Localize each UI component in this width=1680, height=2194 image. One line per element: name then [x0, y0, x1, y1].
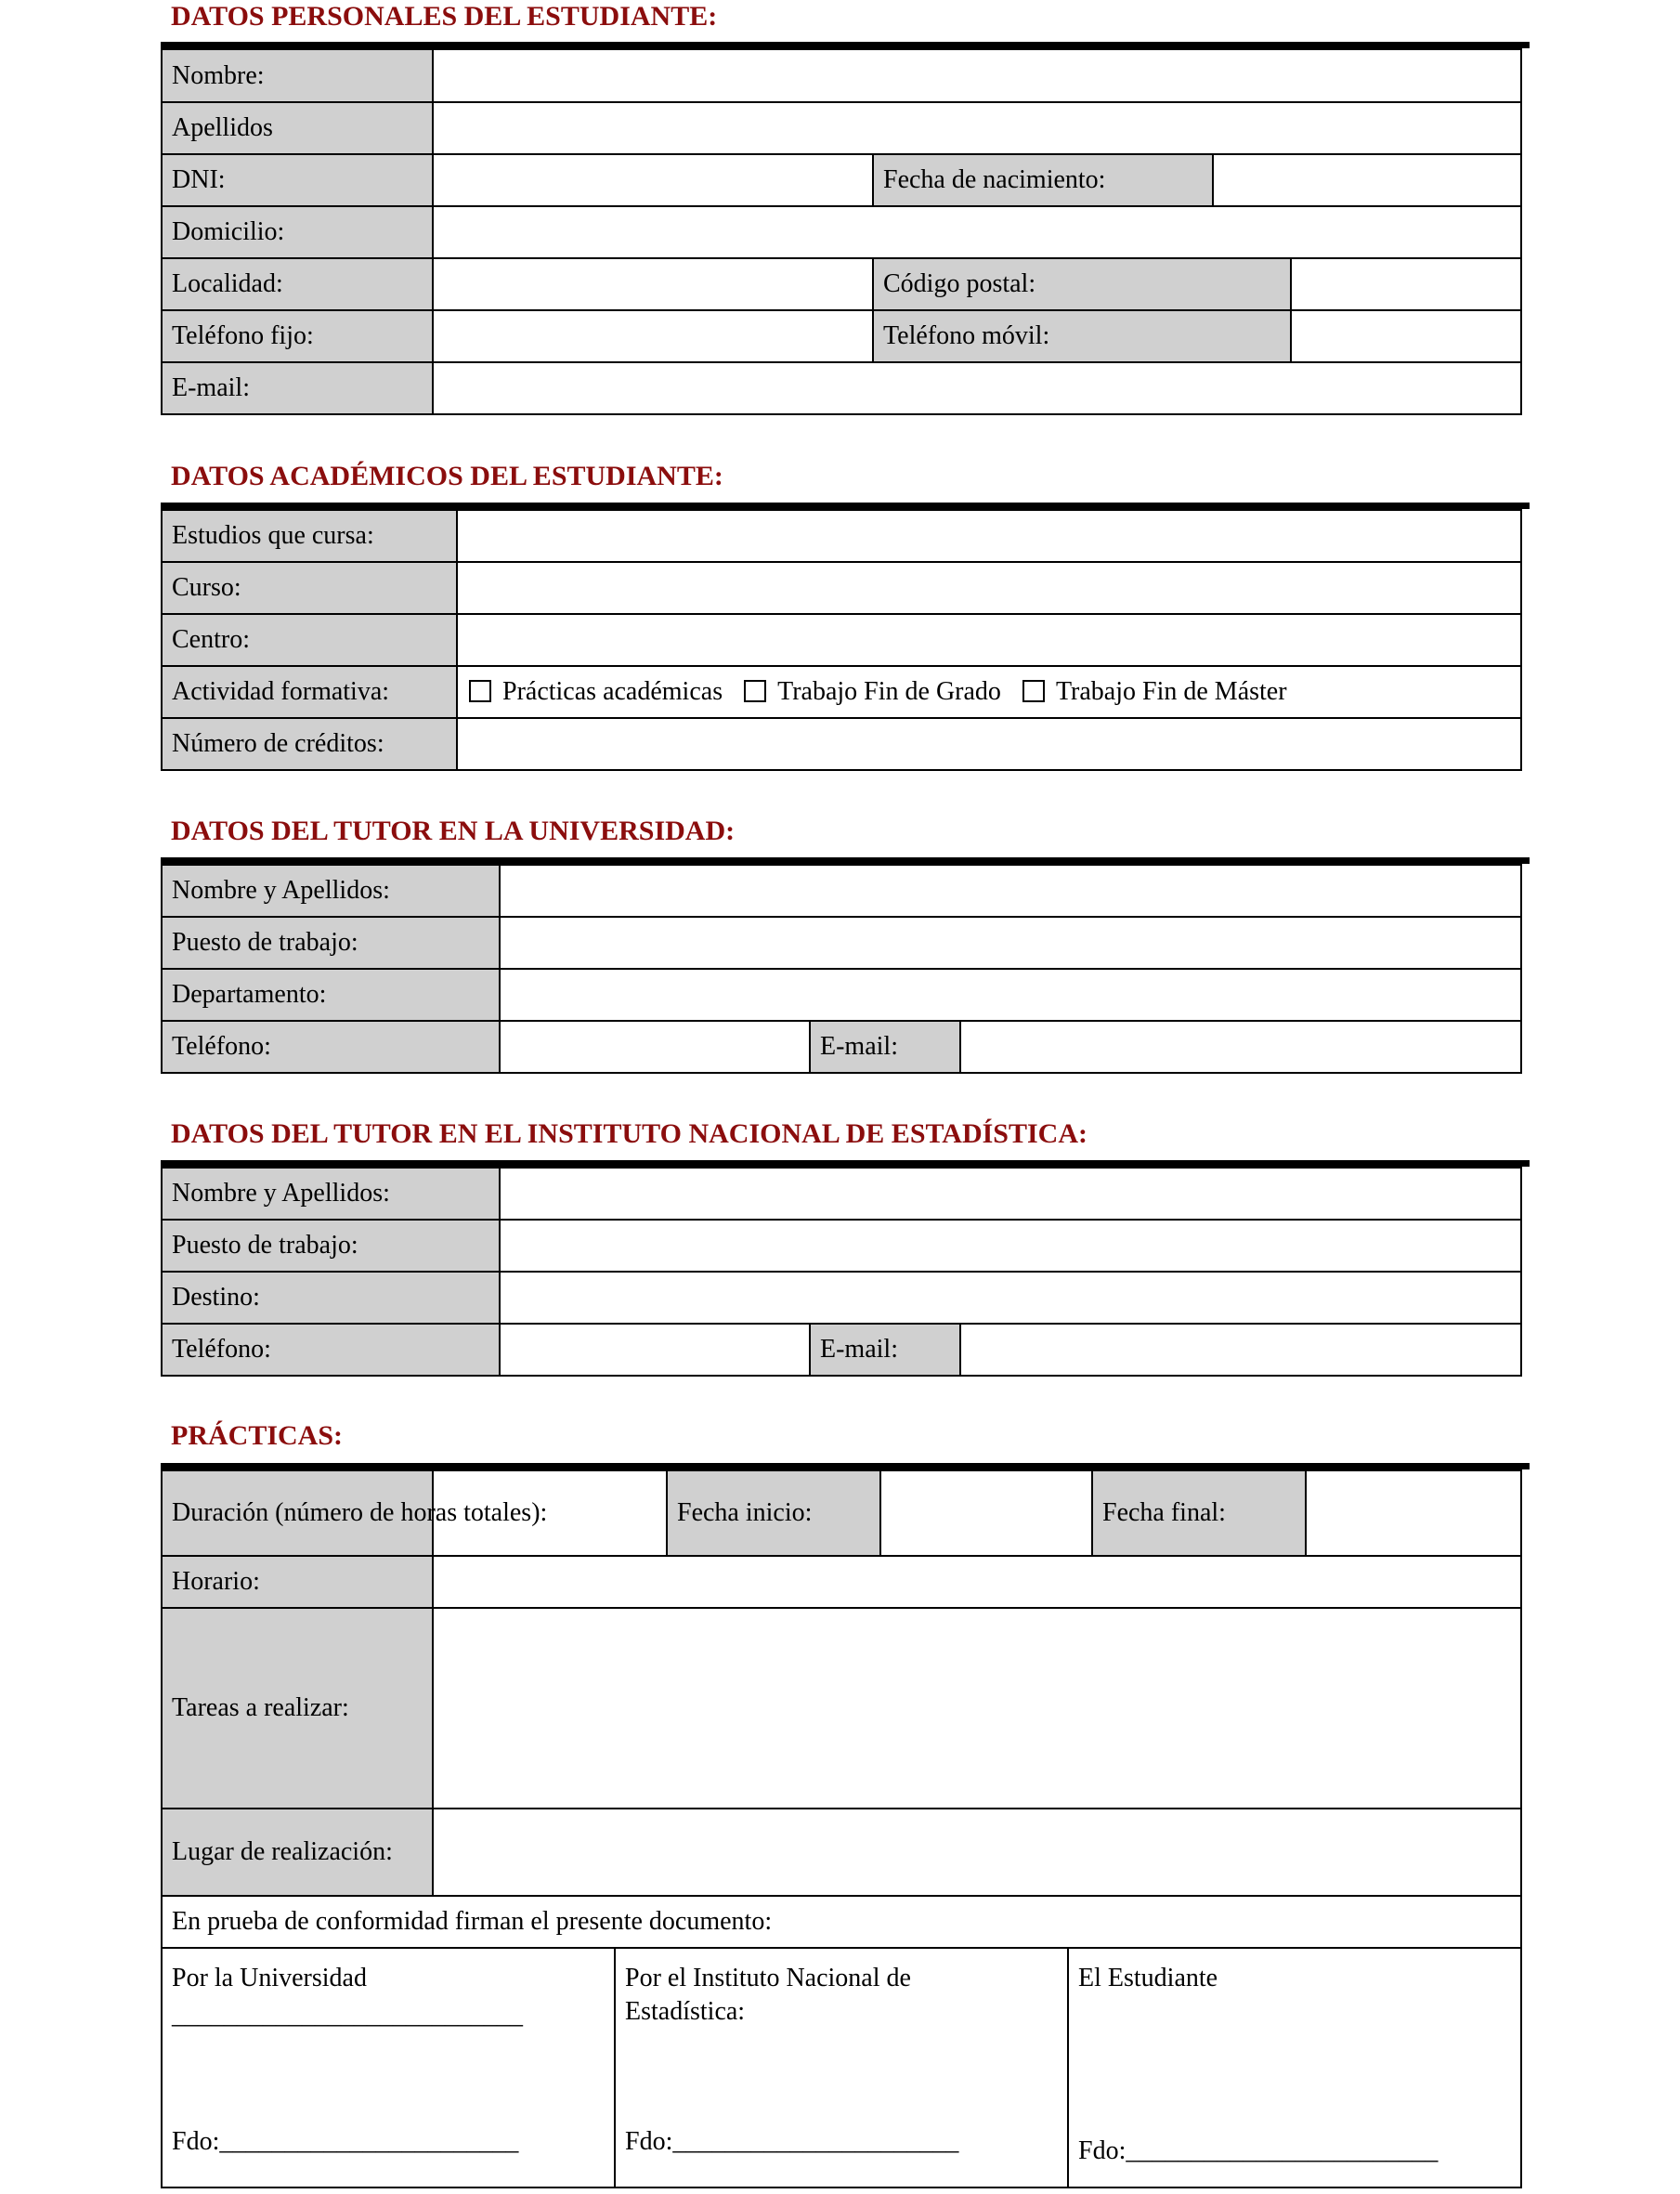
input-tutor-uni-puesto[interactable] [500, 917, 1521, 969]
signature-universidad-fdo: Fdo:_______________________ [172, 2127, 519, 2156]
input-domicilio[interactable] [433, 206, 1521, 258]
label-tutor-uni-nombre: Nombre y Apellidos: [162, 865, 500, 917]
input-telefono-fijo[interactable] [433, 310, 873, 362]
input-tareas[interactable] [433, 1608, 1521, 1809]
section-title-tutor-ine: DATOS DEL TUTOR EN EL INSTITUTO NACIONAL DE ESTADÍSTICA: [171, 1118, 1087, 1149]
checkbox-tfg[interactable] [744, 680, 766, 702]
personal-data-table [161, 48, 1522, 415]
signature-universidad-label: Por la Universidad [172, 1964, 367, 1992]
input-tutor-uni-email[interactable] [960, 1021, 1521, 1073]
input-tutor-ine-puesto[interactable] [500, 1220, 1521, 1272]
label-domicilio: Domicilio: [162, 206, 433, 258]
label-creditos: Número de créditos: [162, 718, 457, 770]
section-rule [161, 1463, 1530, 1469]
signature-ine-fdo: Fdo:______________________ [625, 2127, 959, 2156]
section-title-tutor-uni: DATOS DEL TUTOR EN LA UNIVERSIDAD: [171, 816, 736, 846]
input-centro[interactable] [457, 614, 1521, 666]
label-lugar: Lugar de realización: [162, 1809, 433, 1896]
section-rule [161, 1160, 1530, 1167]
label-tutor-ine-email: E-mail: [810, 1324, 960, 1376]
label-telefono-fijo: Teléfono fijo: [162, 310, 433, 362]
conformidad-text: En prueba de conformidad firman el presente documento: [162, 1896, 1521, 1948]
section-title-practicas: PRÁCTICAS: [171, 1420, 344, 1451]
input-dni[interactable] [433, 154, 873, 206]
input-curso[interactable] [457, 562, 1521, 614]
label-tutor-uni-departamento: Departamento: [162, 969, 500, 1021]
input-tutor-uni-nombre[interactable] [500, 865, 1521, 917]
label-dni: DNI: [162, 154, 433, 206]
actividad-options [457, 666, 1521, 718]
signature-universidad-line: ___________________________ [172, 2001, 523, 2030]
input-telefono-movil[interactable] [1291, 310, 1521, 362]
input-estudios[interactable] [457, 510, 1521, 562]
label-actividad: Actividad formativa: [162, 666, 457, 718]
signatures-table [161, 1895, 1522, 2188]
input-creditos[interactable] [457, 718, 1521, 770]
label-tutor-ine-destino: Destino: [162, 1272, 500, 1324]
label-tutor-ine-puesto: Puesto de trabajo: [162, 1220, 500, 1272]
signature-box-ine[interactable] [615, 1948, 1068, 2187]
label-localidad: Localidad: [162, 258, 433, 310]
academic-data-table [161, 509, 1522, 771]
label-estudios: Estudios que cursa: [162, 510, 457, 562]
section-title-personal: DATOS PERSONALES DEL ESTUDIANTE: [171, 1, 718, 32]
label-tareas: Tareas a realizar: [162, 1608, 433, 1809]
label-telefono-movil: Teléfono móvil: [873, 310, 1291, 362]
label-codigo-postal: Código postal: [873, 258, 1291, 310]
label-apellidos: Apellidos [162, 102, 433, 154]
input-tutor-ine-nombre[interactable] [500, 1168, 1521, 1220]
label-centro: Centro: [162, 614, 457, 666]
input-fecha-final[interactable] [1306, 1470, 1521, 1556]
input-tutor-uni-telefono[interactable] [500, 1021, 810, 1073]
option-tfg-label: Trabajo Fin de Grado [777, 677, 1001, 706]
input-email[interactable] [433, 362, 1521, 414]
label-tutor-ine-nombre: Nombre y Apellidos: [162, 1168, 500, 1220]
label-email: E-mail: [162, 362, 433, 414]
label-tutor-uni-telefono: Teléfono: [162, 1021, 500, 1073]
input-tutor-ine-email[interactable] [960, 1324, 1521, 1376]
label-tutor-ine-telefono: Teléfono: [162, 1324, 500, 1376]
input-apellidos[interactable] [433, 102, 1521, 154]
section-rule [161, 503, 1530, 509]
input-fecha-inicio[interactable] [880, 1470, 1092, 1556]
section-rule [161, 42, 1530, 48]
label-nombre: Nombre: [162, 49, 433, 102]
signature-estudiante-label: El Estudiante [1078, 1964, 1218, 1992]
signature-box-universidad[interactable] [162, 1948, 615, 2187]
input-codigo-postal[interactable] [1291, 258, 1521, 310]
label-tutor-uni-puesto: Puesto de trabajo: [162, 917, 500, 969]
tutor-uni-table [161, 864, 1522, 1074]
signature-estudiante-fdo: Fdo:________________________ [1078, 2136, 1439, 2165]
input-horario[interactable] [433, 1556, 1521, 1608]
input-tutor-uni-departamento[interactable] [500, 969, 1521, 1021]
section-rule [161, 857, 1530, 864]
label-tutor-uni-email: E-mail: [810, 1021, 960, 1073]
checkbox-practicas[interactable] [469, 680, 491, 702]
label-fecha-final: Fecha final: [1092, 1470, 1306, 1556]
tutor-ine-table [161, 1167, 1522, 1377]
label-horario: Horario: [162, 1556, 433, 1608]
input-lugar[interactable] [433, 1809, 1521, 1896]
input-tutor-ine-destino[interactable] [500, 1272, 1521, 1324]
label-fecha-nacimiento: Fecha de nacimiento: [873, 154, 1213, 206]
label-fecha-inicio: Fecha inicio: [667, 1470, 880, 1556]
checkbox-tfm[interactable] [1022, 680, 1045, 702]
option-tfm-label: Trabajo Fin de Máster [1055, 677, 1287, 706]
signature-ine-label: Por el Instituto Nacional de Estadística: [625, 1964, 911, 2026]
input-localidad[interactable] [433, 258, 873, 310]
signature-box-estudiante[interactable] [1068, 1948, 1521, 2187]
input-nombre[interactable] [433, 49, 1521, 102]
input-fecha-nacimiento[interactable] [1213, 154, 1521, 206]
label-duracion: Duración (número de horas totales): [162, 1470, 433, 1556]
section-title-academic: DATOS ACADÉMICOS DEL ESTUDIANTE: [171, 461, 723, 491]
label-curso: Curso: [162, 562, 457, 614]
option-practicas-label: Prácticas académicas [502, 677, 723, 706]
practicas-table [161, 1469, 1522, 1897]
input-tutor-ine-telefono[interactable] [500, 1324, 810, 1376]
